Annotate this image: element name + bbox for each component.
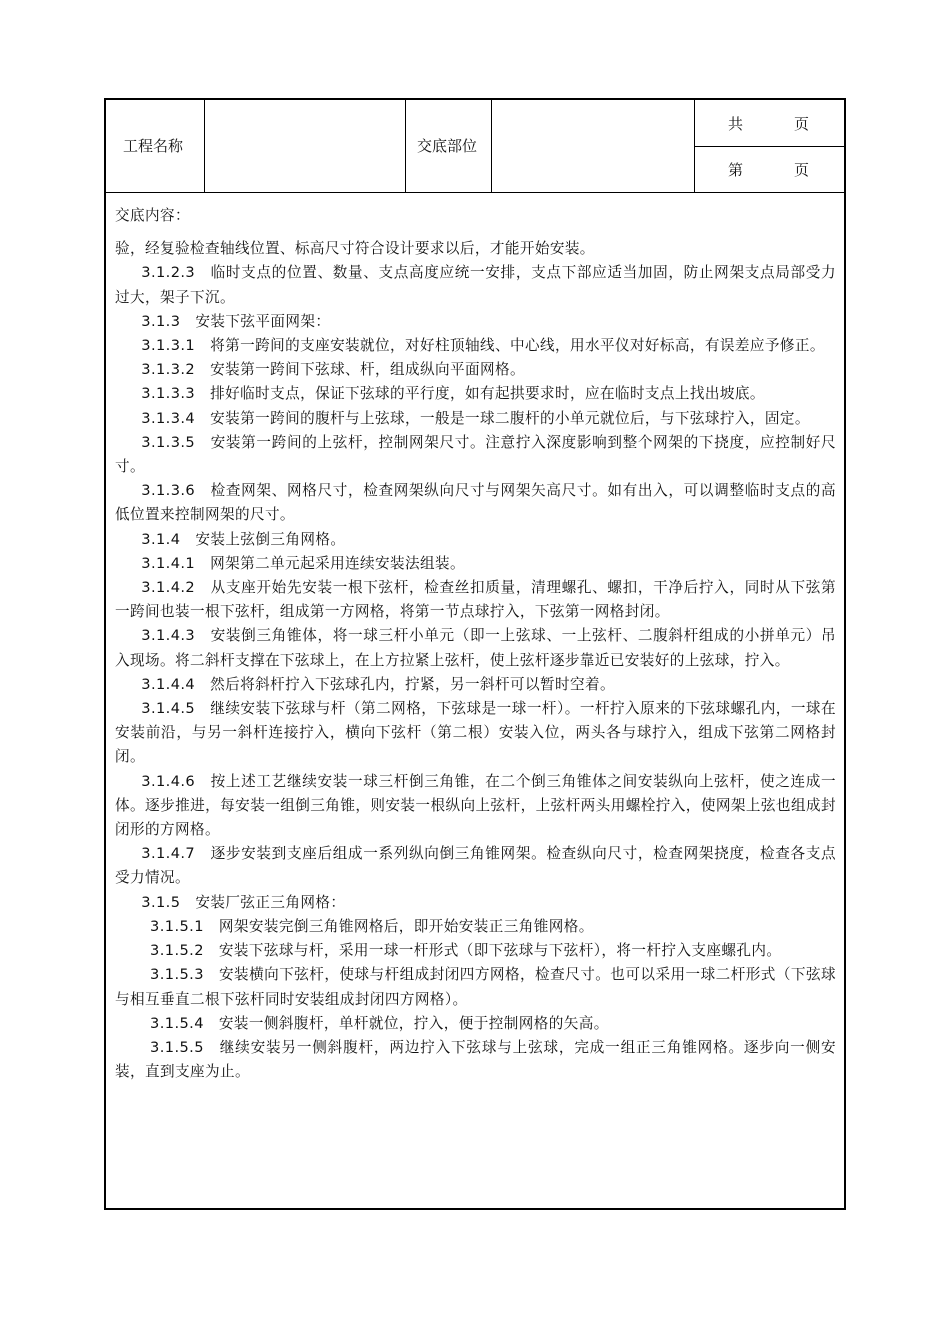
total-pages-suffix: 页 <box>794 115 810 133</box>
paragraph: 3.1.3.5 安装第一跨间的上弦杆，控制网架尺寸。注意拧入深度影响到整个网架的下挠度，应控制好尺寸。 <box>115 433 836 476</box>
paragraph: 3.1.5.2 安装下弦球与杆，采用一球一杆形式（即下弦球与下弦杆），将一杆拧入支座螺孔内。 <box>150 942 782 960</box>
paragraph: 3.1.5.3 安装横向下弦杆，使球与杆组成封闭四方网格，检查尺寸。也可以采用一球二杆形式（下弦球与相互垂直二根下弦杆同时安装组成封闭四方网格）。 <box>115 966 836 1008</box>
paragraph: 验，经复验检查轴线位置、标高尺寸符合设计要求以后，才能开始安装。 <box>115 240 595 258</box>
page-no-prefix: 第 <box>728 161 744 179</box>
paragraph: 3.1.3.3 排好临时支点，保证下弦球的平行度，如有起拱要求时，应在临时支点上找出坡底。 <box>141 385 765 403</box>
paragraph: 3.1.4.5 继续安装下弦球与杆（第二网格，下弦球是一球一杆）。一杆拧入原来的下弦球螺孔内，一球在安装前沿，与另一斜杆连接拧入，横向下弦杆（第二根）安装入位，两头各与球拧入，组成下弦第二网格封闭。 <box>115 700 836 766</box>
location-label: 交底部位 <box>417 137 478 155</box>
divider <box>204 100 205 192</box>
paragraph: 3.1.4.7 逐步安装到支座后组成一系列纵向倒三角锥网架。检查纵向尺寸，检查网架挠度，检查各支点受力情况。 <box>115 845 836 887</box>
paragraph: 3.1.4.3 安装倒三角锥体，将一球三杆小单元（即一上弦球、一上弦杆、二腹斜杆组成的小拼单元）吊入现场。将二斜杆支撑在下弦球上，在上方拉紧上弦杆，使上弦杆逐步靠近已安装好的上弦球，拧入。 <box>115 627 836 669</box>
paragraph: 3.1.4.6 按上述工艺继续安装一球三杆倒三角锥，在二个倒三角锥体之间安装纵向上弦杆，使之连成一体。逐步推进，每安装一组倒三角锥，则安装一根纵向上弦杆，上弦杆两头用螺栓拧入，使网架上弦也组成封闭形的方网格。 <box>115 772 836 839</box>
paragraph: 3.1.3.1 将第一跨间的支座安装就位，对好柱顶轴线、中心线，用水平仪对好标高，有误差应予修正。 <box>141 337 825 355</box>
paragraph: 3.1.4.2 从支座开始先安装一根下弦杆，检查丝扣质量，清理螺孔、螺扣，干净后拧入，同时从下弦第一跨间也装一根下弦杆，组成第一方网格，将第一节点球拧入，下弦第一网格封闭。 <box>115 579 836 621</box>
project-name-label: 工程名称 <box>123 137 184 155</box>
content-label: 交底内容： <box>115 207 190 224</box>
paragraph: 3.1.5.4 安装一侧斜腹杆，单杆就位，拧入，便于控制网格的矢高。 <box>150 1014 609 1032</box>
disclosure-sheet <box>104 98 846 1210</box>
paragraph: 3.1.5 安装厂弦正三角网格： <box>141 893 346 911</box>
paragraph: 3.1.5.1 网架安装完倒三角锥网格后，即开始安装正三角锥网格。 <box>150 917 594 935</box>
paragraph: 3.1.5.5 继续安装另一侧斜腹杆，两边拧入下弦球与上弦球，完成一组正三角锥网格。逐步向一侧安装，直到支座为止。 <box>115 1038 836 1081</box>
paragraph: 3.1.4 安装上弦倒三角网格。 <box>141 530 346 548</box>
paragraph: 3.1.4.4 然后将斜杆拧入下弦球孔内，拧紧，另一斜杆可以暂时空着。 <box>141 675 615 693</box>
header-table <box>106 100 844 193</box>
paragraph: 3.1.3.6 检查网架、网格尺寸，检查网架纵向尺寸与网架矢高尺寸。如有出入，可以调整临时支点的高低位置来控制网架的尺寸。 <box>115 482 836 524</box>
divider <box>694 146 844 147</box>
content-body <box>106 192 844 1084</box>
paragraph: 3.1.3 安装下弦平面网架： <box>141 312 331 330</box>
page-no-suffix: 页 <box>794 161 810 179</box>
divider <box>405 100 406 192</box>
paragraph: 3.1.4.1 网架第二单元起采用连续安装法组装。 <box>141 554 466 572</box>
divider <box>491 100 492 192</box>
paragraph: 3.1.2.3 临时支点的位置、数量、支点高度应统一安排，支点下部应适当加固，防止网架支点局部受力过大，架子下沉。 <box>115 264 836 306</box>
paragraph: 3.1.3.4 安装第一跨间的腹杆与上弦球，一般是一球二腹杆的小单元就位后，与下弦球拧入，固定。 <box>141 409 810 427</box>
total-pages-prefix: 共 <box>728 115 744 133</box>
paragraph: 3.1.3.2 安装第一跨间下弦球、杆，组成纵向平面网格。 <box>141 361 525 379</box>
